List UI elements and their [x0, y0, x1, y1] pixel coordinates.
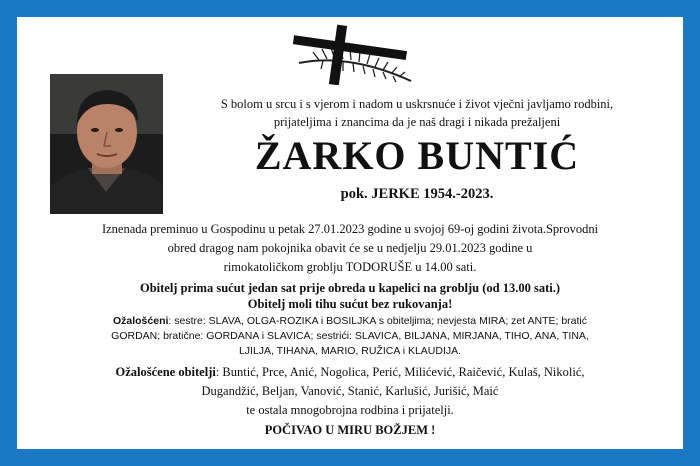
- families-text-1: : Buntić, Prce, Anić, Nogolica, Perić, Milićević, Raičević, Kulaš, Nikolić,: [215, 365, 585, 379]
- condolence-request: Obitelj moli tihu sućut bez rukovanja!: [247, 297, 453, 311]
- body-line-2: obred dragog nam pokojnika obavit će se u nedjelju 29.01.2023 godine u: [167, 241, 533, 255]
- announcement-text: [17, 220, 683, 277]
- rest-in-peace: POČIVAO U MIRU BOŽJEM !: [264, 423, 436, 437]
- families-line-2: Dugandžić, Beljan, Vanović, Stanić, Karlušić, Jurišić, Maić: [201, 384, 499, 398]
- obituary-card: [17, 17, 683, 449]
- deceased-name: ŽARKO BUNTIĆ: [254, 133, 580, 178]
- body-line-3: rimokatoličkom groblju TODORUŠE u 14.00 sati.: [223, 260, 477, 274]
- mourners-line-3: LJILJA, TIHANA, MARIO, RUŽICA i KLAUDIJA.: [238, 345, 462, 357]
- deceased-photo: [50, 74, 163, 214]
- families-list: [17, 363, 683, 401]
- body-line-1: Iznenada preminuo u Gospodinu u petak 27.01.2023 godine u svojoj 69-oj godini života.Sprovodni: [101, 222, 599, 236]
- cross-with-palm-icon: [289, 23, 419, 85]
- closing-text: te ostala mnogobrojna rodbina i prijatelji.: [246, 403, 454, 417]
- intro-line-1: S bolom u srcu i s vjerom i nadom u uskrsnuće i život vječni javljamo rodbini,: [220, 97, 614, 111]
- families-label: Ožalošćene obitelji: [115, 365, 216, 379]
- mourners-line-2: GORDAN; bratične: GORDANA i SLAVICA; sestrići: SLAVICA, BILJANA, MIRJANA, TIHO, ANA, TINA,: [111, 330, 589, 342]
- intro-text: [177, 95, 657, 131]
- deceased-subtitle: pok. JERKE 1954.-2023.: [340, 186, 494, 202]
- mourners-label: Ožalošćeni: [112, 315, 169, 327]
- intro-line-2: prijateljima i znancima da je naš dragi i nikada prežaljeni: [273, 115, 561, 129]
- mourners-list: [17, 314, 683, 359]
- families-line-1: [17, 363, 683, 382]
- condolence-note: Obitelj prima sućut jedan sat prije obreda u kapelici na groblju (od 13.00 sati.): [139, 281, 561, 295]
- mourners-line-1: [17, 314, 683, 329]
- mourners-text-1: : sestre: SLAVA, OLGA-ROZIKA i BOSILJKA s obiteljima; nevjesta MIRA; zet ANTE; bratić: [168, 315, 588, 327]
